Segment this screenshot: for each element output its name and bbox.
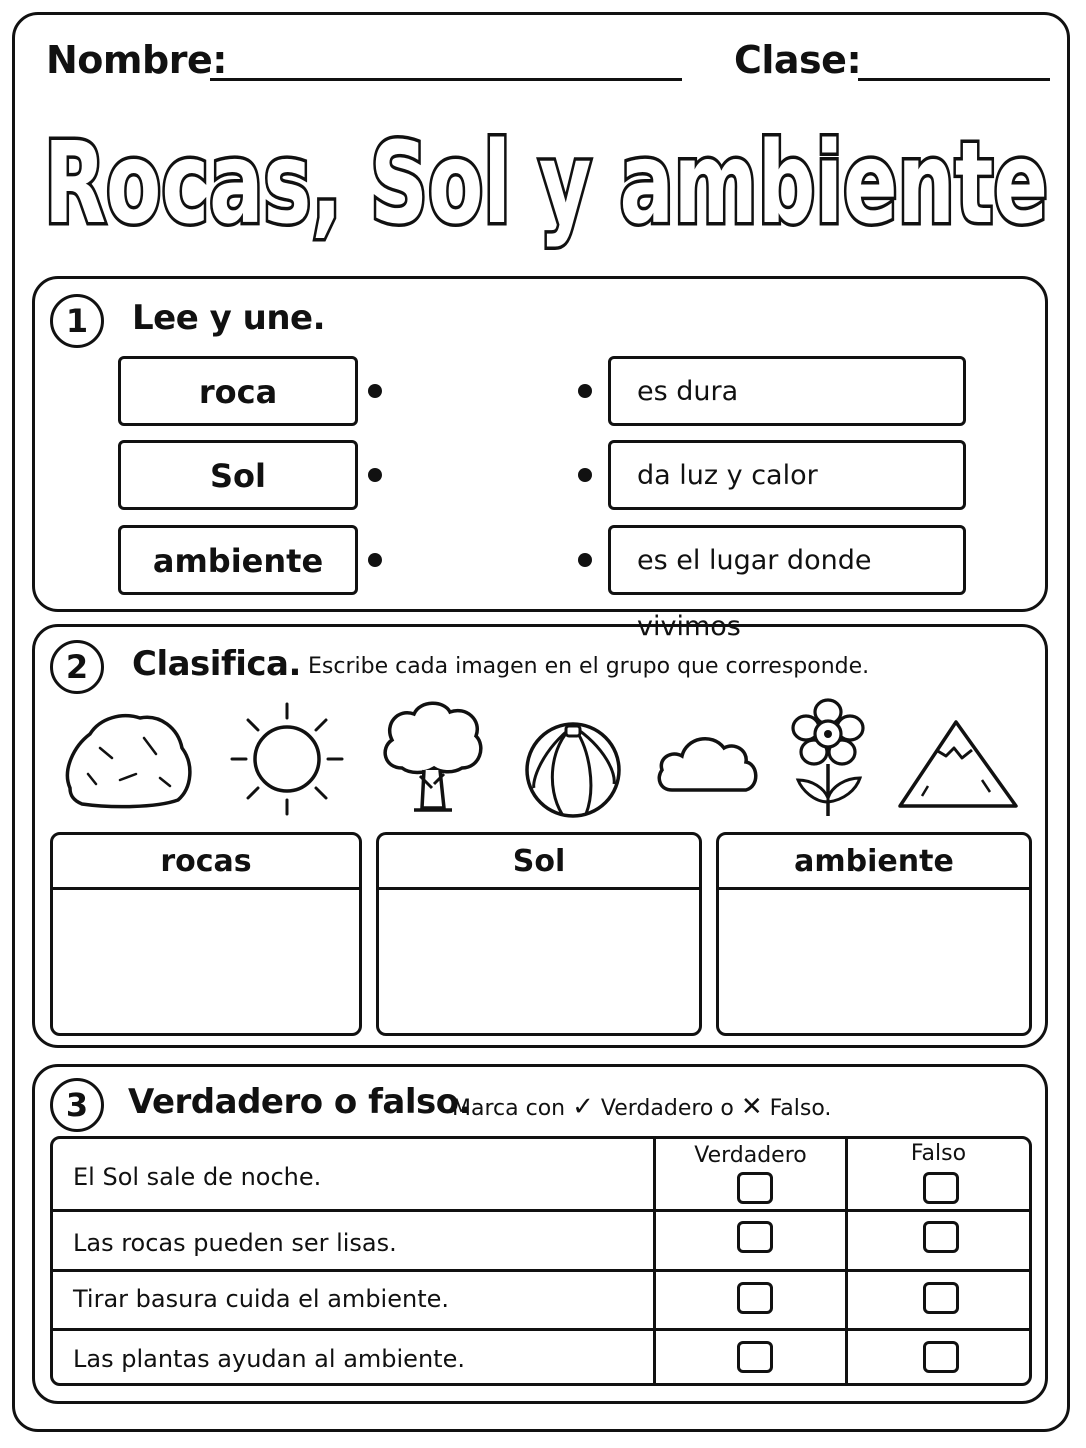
section-number: 1 [50,294,104,348]
false-checkbox[interactable] [923,1282,959,1314]
section-title: Verdadero o falso. [128,1082,472,1122]
word-box-sol: Sol [118,440,358,510]
group-header: ambiente [719,835,1029,890]
class-label: Clase: [734,38,862,82]
group-header: Sol [379,835,699,890]
instruction-text: Marca con [452,1096,566,1121]
definition-box: da luz y calor [608,440,966,510]
row-divider [53,1269,1029,1272]
instruction-text: Verdadero o [600,1096,734,1121]
rock-icon [60,708,196,812]
match-dot-right[interactable] [578,384,592,398]
section-title: Clasifica. [132,644,301,684]
statement-text: Las rocas pueden ser lisas. [73,1229,397,1257]
group-box-ambiente[interactable] [716,832,1032,1036]
definition-box: es dura [608,356,966,426]
word-box-roca: roca [118,356,358,426]
statement-text: El Sol sale de noche. [73,1163,322,1191]
name-label: Nombre: [46,38,227,82]
check-icon: ✓ [572,1092,594,1122]
true-checkbox[interactable] [737,1341,773,1373]
statement-text: Las plantas ayudan al ambiente. [73,1345,465,1373]
name-line[interactable] [210,78,682,81]
section-number: 2 [50,640,104,694]
table-divider [845,1139,848,1383]
row-divider [53,1328,1029,1331]
group-box-sol[interactable] [376,832,702,1036]
instruction-text: Falso. [769,1096,832,1121]
group-header: rocas [53,835,359,890]
true-checkbox[interactable] [737,1172,773,1204]
statement-text: Tirar basura cuida el ambiente. [73,1285,449,1313]
definition-box: es el lugar donde vivimos [608,525,966,595]
page-title-text: Rocas, Sol y ambiente [44,119,1048,249]
false-checkbox[interactable] [923,1341,959,1373]
flower-icon [788,698,868,820]
section-number: 3 [50,1078,104,1132]
mountain-icon [896,716,1020,810]
false-checkbox[interactable] [923,1172,959,1204]
beach-ball-icon [520,718,626,820]
row-divider [53,1209,1029,1212]
column-header-true: Verdadero [694,1143,807,1168]
page-title [36,104,1056,254]
table-divider [653,1139,656,1383]
true-false-table [50,1136,1032,1386]
section-title: Lee y une. [132,298,326,338]
true-checkbox[interactable] [737,1282,773,1314]
match-dot-left[interactable] [368,384,382,398]
false-checkbox[interactable] [923,1221,959,1253]
cloud-icon [654,730,762,796]
sun-icon [228,700,346,818]
section-instruction [452,1092,831,1122]
class-line[interactable] [858,78,1050,81]
cross-icon: ✕ [740,1092,763,1122]
match-dot-right[interactable] [578,553,592,567]
match-dot-left[interactable] [368,553,382,567]
group-box-rocas[interactable] [50,832,362,1036]
tree-icon [378,698,486,816]
true-checkbox[interactable] [737,1221,773,1253]
match-dot-right[interactable] [578,468,592,482]
column-header-false: Falso [910,1141,967,1166]
match-dot-left[interactable] [368,468,382,482]
section-instruction: Escribe cada imagen en el grupo que corresponde. [308,654,870,679]
word-box-ambiente: ambiente [118,525,358,595]
